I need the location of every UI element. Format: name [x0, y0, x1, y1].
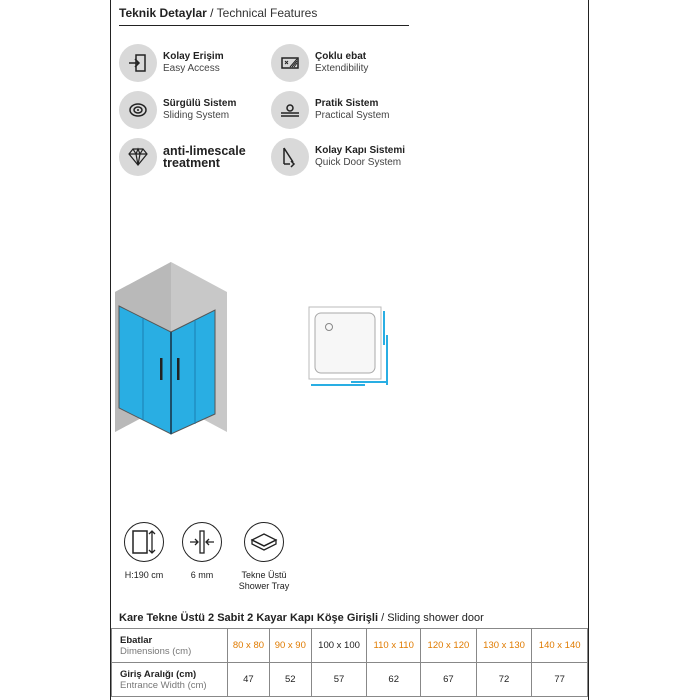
- feature-subtitle: Easy Access: [163, 63, 220, 74]
- header-title: Teknik Detaylar: [119, 6, 207, 20]
- row-label: [112, 663, 228, 697]
- feature-subtitle: Sliding System: [163, 110, 230, 121]
- feature-subtitle: Practical System: [315, 110, 390, 121]
- feature-quick-door: [271, 138, 405, 176]
- table-cell: 57: [311, 663, 367, 697]
- shower-enclosure-illustration: [115, 262, 227, 442]
- feature-sliding-system: [119, 91, 236, 129]
- table-cell: 90 x 90: [269, 629, 311, 663]
- quick-door-icon: [271, 138, 309, 176]
- header-subtitle: Technical Features: [216, 6, 318, 20]
- dimensions-table: [111, 628, 588, 697]
- feature-easy-access: [119, 44, 224, 82]
- table-cell: 110 x 110: [367, 629, 421, 663]
- practical-system-icon: [271, 91, 309, 129]
- table-cell: 62: [367, 663, 421, 697]
- row-label-text: Giriş Aralığı (cm): [120, 668, 197, 680]
- feature-anti-limescale: [119, 138, 246, 176]
- spec-label: Tekne Üstü: [241, 570, 287, 580]
- spec-label: 6 mm: [190, 570, 214, 580]
- spec-label-secondary: Shower Tray: [238, 581, 290, 591]
- product-subtitle: Sliding shower door: [387, 612, 484, 624]
- diamond-icon: [119, 138, 157, 176]
- shower-tray-icon: [244, 522, 284, 562]
- height-icon: [124, 522, 164, 562]
- feature-subtitle: Quick Door System: [315, 157, 402, 168]
- feature-subtitle: treatment: [163, 156, 220, 170]
- row-sublabel: Dimensions (cm): [120, 645, 192, 657]
- product-title: [119, 612, 484, 624]
- header-divider: [119, 25, 409, 26]
- sliding-system-icon: [119, 91, 157, 129]
- datasheet-frame: [110, 0, 589, 700]
- feature-title: Kolay Kapı Sistemi: [315, 145, 406, 156]
- easy-access-icon: [119, 44, 157, 82]
- extendibility-icon: [271, 44, 309, 82]
- table-cell: 47: [228, 663, 270, 697]
- feature-title: Pratik Sistem: [315, 98, 379, 109]
- table-cell: 80 x 80: [228, 629, 270, 663]
- product-title-text: Kare Tekne Üstü 2 Sabit 2 Kayar Kapı Köşe Girişli: [119, 612, 379, 624]
- table-cell: 77: [532, 663, 588, 697]
- spec-height: [111, 522, 177, 581]
- feature-subtitle: Extendibility: [315, 63, 369, 74]
- section-header: [119, 6, 317, 20]
- table-row: [112, 663, 588, 697]
- glass-thickness-icon: [182, 522, 222, 562]
- plan-view-diagram: [307, 305, 389, 387]
- table-cell: 140 x 140: [532, 629, 588, 663]
- feature-title: anti-limescale: [163, 144, 246, 158]
- feature-title: Kolay Erişim: [163, 51, 224, 62]
- table-cell: 120 x 120: [421, 629, 477, 663]
- feature-title: Çoklu ebat: [315, 51, 367, 62]
- product-title-separator: /: [381, 612, 385, 624]
- spec-glass-thickness: [169, 522, 235, 581]
- row-label-text: Ebatlar: [120, 634, 153, 646]
- feature-extendibility: [271, 44, 368, 82]
- table-cell: 67: [421, 663, 477, 697]
- table-row: [112, 629, 588, 663]
- table-cell: 52: [269, 663, 311, 697]
- row-sublabel: Entrance Width (cm): [120, 679, 207, 691]
- table-cell: 72: [476, 663, 532, 697]
- spec-shower-tray: [231, 522, 297, 592]
- table-cell: 130 x 130: [476, 629, 532, 663]
- header-separator: /: [210, 6, 214, 20]
- row-label: [112, 629, 228, 663]
- feature-practical-system: [271, 91, 389, 129]
- table-cell: 100 x 100: [311, 629, 367, 663]
- spec-label: H:190 cm: [124, 570, 164, 580]
- feature-title: Sürgülü Sistem: [163, 98, 237, 109]
